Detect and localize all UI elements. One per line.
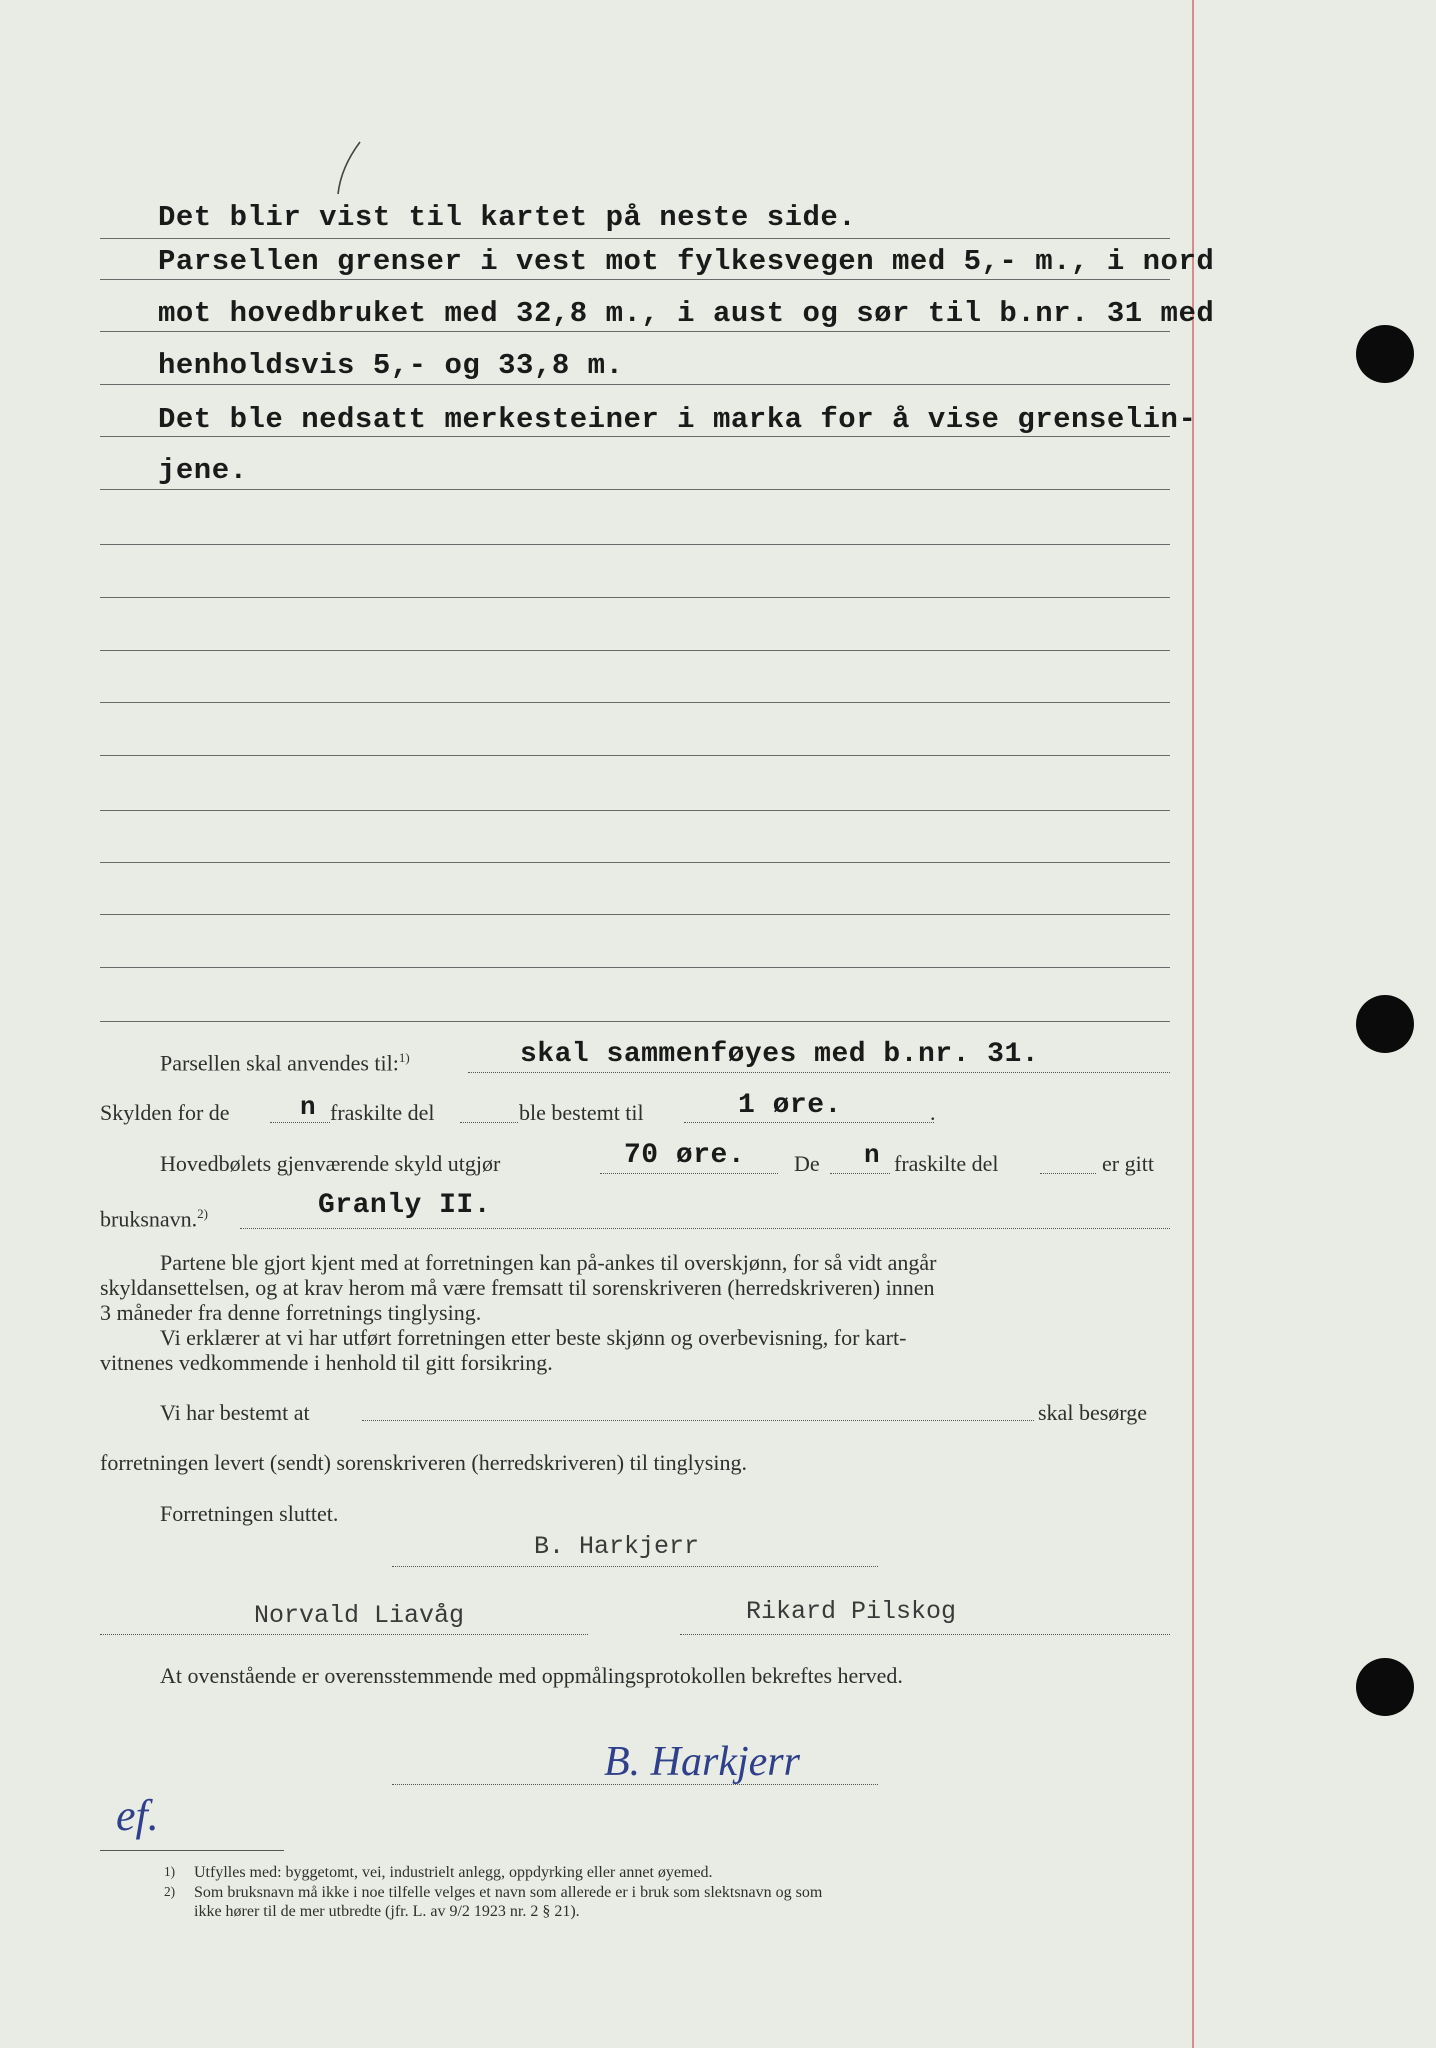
rem-dotted-3 — [1040, 1173, 1096, 1174]
confirm-text: At ovenstående er overensstemmende med oppmålingsprotokollen bekreftes herved. — [160, 1663, 903, 1688]
ruled-line — [100, 755, 1170, 756]
handwritten-signature-line — [392, 1784, 878, 1785]
decided-label: Vi har bestemt at — [160, 1400, 310, 1425]
para2-line1: Vi erklærer at vi har utført forretningen etter beste skjønn og overbevisning, for kart- — [160, 1325, 907, 1350]
ruled-line — [100, 436, 1170, 437]
para1-line2: skyldansettelsen, og at krav herom må være fremsatt til sorenskriveren (herredskriveren) innen — [100, 1275, 935, 1300]
ruled-line — [100, 489, 1170, 490]
typed-line-3: mot hovedbruket med 32,8 m., i aust og sør til b.nr. 31 med — [158, 297, 1215, 330]
typed-line-1: Det blir vist til kartet på neste side. — [158, 201, 857, 234]
signature-right: Rikard Pilskog — [746, 1597, 957, 1626]
tax-dotted-3 — [684, 1122, 934, 1123]
tax-fraskilte: fraskilte del — [330, 1100, 435, 1125]
decided-label-b: skal besørge — [1038, 1400, 1147, 1425]
rem-value: 70 øre. — [624, 1140, 746, 1171]
rem-parcel: n — [864, 1140, 881, 1170]
footnote-1-mark: 1) — [164, 1864, 176, 1879]
name-value: Granly II. — [318, 1190, 492, 1221]
rem-gitt: er gitt — [1102, 1151, 1154, 1176]
pen-mark — [330, 138, 370, 198]
ruled-line — [100, 862, 1170, 863]
name-dotted-line — [240, 1228, 1170, 1229]
tax-label: Skylden for de — [100, 1100, 230, 1125]
decided-dotted-line — [362, 1420, 1034, 1421]
ruled-line — [100, 967, 1170, 968]
handwritten-signature: B. Harkjerr — [604, 1739, 800, 1785]
ruled-line — [100, 597, 1170, 598]
typed-line-4: henholdsvis 5,- og 33,8 m. — [158, 349, 624, 382]
tax-value: 1 øre. — [738, 1090, 842, 1121]
handwritten-initials: ef. — [116, 1791, 159, 1840]
footnote-1: Utfylles med: byggetomt, vei, industrielt anlegg, oppdyrking eller annet øyemed. — [194, 1864, 713, 1881]
ruled-line — [100, 238, 1170, 239]
rem-dotted-2 — [830, 1173, 890, 1174]
ruled-line — [100, 914, 1170, 915]
ruled-line — [100, 1021, 1170, 1022]
footnote-2-mark: 2) — [164, 1884, 176, 1899]
signature-left-line — [100, 1634, 588, 1635]
footnote-2-line2: ikke hører til de mer utbredte (jfr. L. av 9/2 1923 nr. 2 § 21). — [194, 1903, 580, 1920]
use-dotted-line — [468, 1072, 1170, 1073]
tax-end: . — [930, 1100, 936, 1125]
punch-hole-bottom — [1356, 1658, 1414, 1716]
signature-main: B. Harkjerr — [534, 1532, 700, 1561]
ruled-line — [100, 650, 1170, 651]
ruled-line — [100, 279, 1170, 280]
para1-line1: Partene ble gjort kjent med at forretningen kan på-ankes til overskjønn, for så vidt angår — [160, 1250, 937, 1275]
signature-right-line — [680, 1634, 1170, 1635]
use-value: skal sammenføyes med b.nr. 31. — [520, 1039, 1040, 1070]
ended-text: Forretningen sluttet. — [160, 1501, 339, 1526]
typed-line-6: jene. — [158, 454, 248, 487]
name-label: bruksnavn.$^{2)}$ — [100, 1206, 208, 1232]
signature-left: Norvald Liavåg — [254, 1601, 465, 1630]
rem-de: De — [794, 1151, 820, 1176]
ruled-line — [100, 384, 1170, 385]
tax-dotted-1 — [270, 1122, 330, 1123]
rem-fraskilte: fraskilte del — [894, 1151, 999, 1176]
use-label: Parsellen skal anvendes til:$^{1)}$ — [160, 1050, 410, 1076]
signature-main-line — [392, 1566, 878, 1567]
ruled-line — [100, 544, 1170, 545]
ruled-line — [100, 331, 1170, 332]
typed-line-2: Parsellen grenser i vest mot fylkesvegen med 5,- m., i nord — [158, 245, 1215, 278]
footnote-2-line1: Som bruksnavn må ikke i noe tilfelle velges et navn som allerede er i bruk som slektsnavn og som — [194, 1884, 823, 1901]
para1-line3: 3 måneder fra denne forretnings tinglysing. — [100, 1300, 482, 1325]
tax-bestemt: ble bestemt til — [519, 1100, 644, 1125]
footnote-rule — [100, 1850, 284, 1851]
rem-dotted-1 — [600, 1173, 778, 1174]
ruled-line — [100, 810, 1170, 811]
para2-line2: vitnenes vedkommende i henhold til gitt forsikring. — [100, 1350, 553, 1375]
punch-hole-middle — [1356, 995, 1414, 1053]
typed-line-5: Det ble nedsatt merkesteiner i marka for å vise grenselin- — [158, 403, 1197, 436]
rem-label: Hovedbølets gjenværende skyld utgjør — [160, 1151, 501, 1176]
decided-line2: forretningen levert (sendt) sorenskriveren (herredskriveren) til tinglysing. — [100, 1450, 747, 1475]
ruled-line — [100, 702, 1170, 703]
punch-hole-top — [1356, 325, 1414, 383]
tax-dotted-2 — [460, 1122, 518, 1123]
tax-parcel: n — [300, 1092, 317, 1122]
